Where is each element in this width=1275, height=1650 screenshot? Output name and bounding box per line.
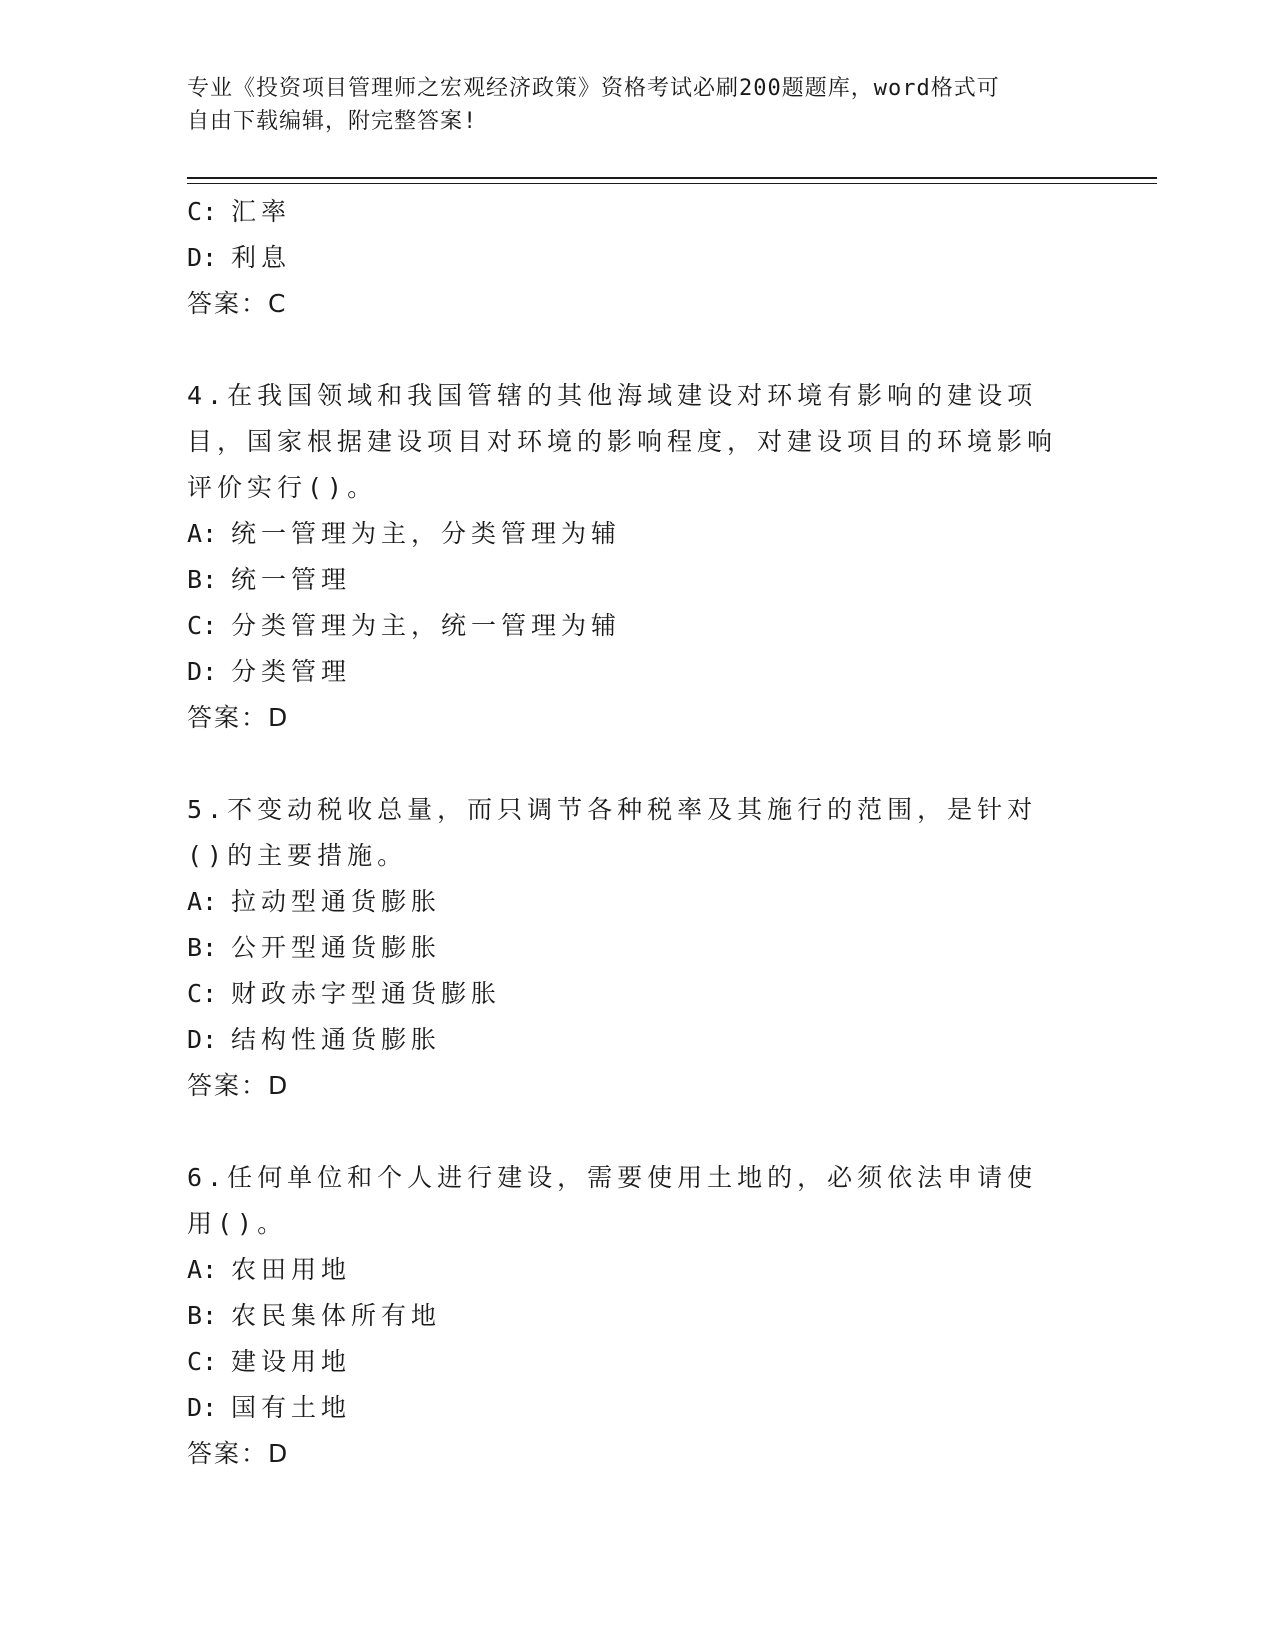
answer-line: 答案：D	[187, 703, 290, 732]
option-label: D:	[187, 1393, 218, 1422]
option-label: B:	[187, 933, 218, 962]
option-label: C:	[187, 197, 218, 226]
option-label: B:	[187, 1301, 218, 1330]
spacer	[187, 327, 1067, 373]
option-label: D:	[187, 657, 218, 686]
header-title-line-1: 专业《投资项目管理师之宏观经济政策》资格考试必刷200题题库，word格式可	[187, 76, 1000, 101]
option-a	[187, 511, 1067, 557]
answer-line: 答案：C	[187, 289, 288, 318]
option-d	[187, 1017, 1067, 1063]
option-text: 建设用地	[231, 1347, 352, 1376]
answer-line: 答案：D	[187, 1439, 290, 1468]
document-body	[187, 189, 1067, 1477]
option-c	[187, 1339, 1067, 1385]
option-label: C:	[187, 1347, 218, 1376]
option-label: D:	[187, 1025, 218, 1054]
option-b	[187, 557, 1067, 603]
option-label: A:	[187, 887, 218, 916]
option-label: C:	[187, 611, 218, 640]
option-d	[187, 235, 1067, 281]
option-label: A:	[187, 519, 218, 548]
option-text: 统一管理	[231, 565, 352, 594]
option-label: A:	[187, 1255, 218, 1284]
header-divider-thick	[187, 177, 1157, 179]
option-text: 农民集体所有地	[231, 1301, 442, 1330]
option-c	[187, 971, 1067, 1017]
option-c	[187, 189, 1067, 235]
option-b	[187, 925, 1067, 971]
option-text: 分类管理为主，统一管理为辅	[231, 611, 622, 640]
option-label: C:	[187, 979, 218, 1008]
spacer	[187, 1109, 1067, 1155]
option-text: 分类管理	[231, 657, 352, 686]
option-b	[187, 1293, 1067, 1339]
option-text: 财政赤字型通货膨胀	[231, 979, 502, 1008]
header-divider-thin	[187, 183, 1157, 184]
option-label: B:	[187, 565, 218, 594]
answer-line: 答案：D	[187, 1071, 290, 1100]
option-a	[187, 1247, 1067, 1293]
spacer	[187, 741, 1067, 787]
option-text: 国有土地	[231, 1393, 352, 1422]
page-header	[187, 72, 1067, 138]
option-label: D:	[187, 243, 218, 272]
question-stem: 6.任何单位和个人进行建设，需要使用土地的，必须依法申请使用()。	[187, 1163, 1038, 1238]
question-stem: 5.不变动税收总量，而只调节各种税率及其施行的范围，是针对()的主要措施。	[187, 795, 1038, 870]
option-text: 利息	[231, 243, 292, 272]
option-a	[187, 879, 1067, 925]
option-text: 结构性通货膨胀	[231, 1025, 442, 1054]
header-title-line-2: 自由下载编辑，附完整答案!	[187, 109, 478, 134]
question-stem: 4.在我国领域和我国管辖的其他海域建设对环境有影响的建设项目，国家根据建设项目对环境的影响程度，对建设项目的环境影响评价实行()。	[187, 381, 1058, 502]
question-5	[187, 787, 1067, 1109]
question-4	[187, 373, 1067, 741]
option-text: 公开型通货膨胀	[231, 933, 442, 962]
option-c	[187, 603, 1067, 649]
option-text: 拉动型通货膨胀	[231, 887, 442, 916]
option-text: 统一管理为主，分类管理为辅	[231, 519, 622, 548]
option-text: 农田用地	[231, 1255, 352, 1284]
option-d	[187, 1385, 1067, 1431]
option-text: 汇率	[231, 197, 292, 226]
question-3-continued	[187, 189, 1067, 327]
question-6	[187, 1155, 1067, 1477]
option-d	[187, 649, 1067, 695]
